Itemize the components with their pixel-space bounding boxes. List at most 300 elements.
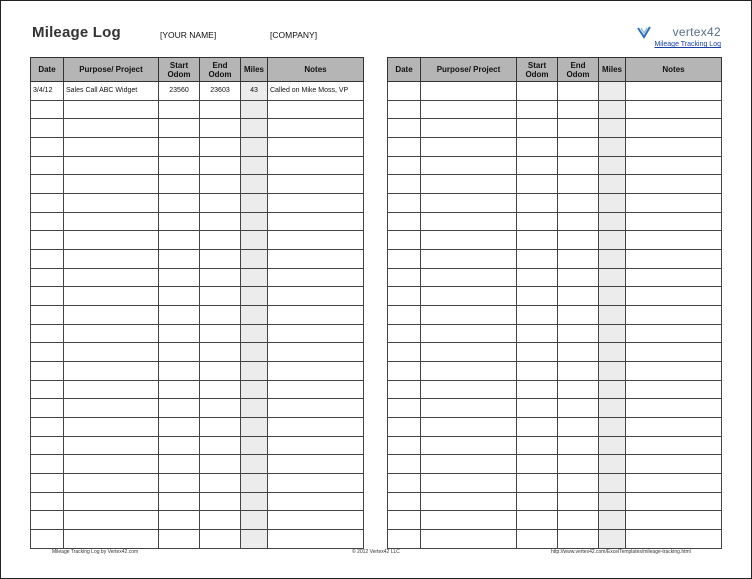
cell-notes[interactable] [626,530,722,549]
cell-end-odom[interactable] [558,324,599,343]
cell-start-odom[interactable] [517,492,558,511]
cell-notes[interactable] [268,194,364,213]
cell-notes[interactable] [626,287,722,306]
cell-miles[interactable] [599,119,626,138]
cell-notes[interactable] [626,399,722,418]
cell-purpose[interactable] [64,380,159,399]
cell-start-odom[interactable] [159,418,200,437]
cell-notes[interactable] [268,138,364,157]
cell-purpose[interactable] [64,175,159,194]
cell-end-odom[interactable] [200,511,241,530]
cell-purpose[interactable] [64,250,159,269]
cell-purpose[interactable] [64,399,159,418]
cell-notes[interactable] [268,362,364,381]
cell-date[interactable] [388,138,421,157]
cell-end-odom[interactable] [200,530,241,549]
cell-end-odom[interactable] [558,212,599,231]
cell-date[interactable] [388,455,421,474]
cell-miles[interactable] [241,362,268,381]
cell-date[interactable] [388,399,421,418]
cell-date[interactable] [388,343,421,362]
cell-end-odom[interactable] [558,287,599,306]
cell-start-odom[interactable] [517,138,558,157]
cell-notes[interactable] [626,380,722,399]
cell-date[interactable] [31,418,64,437]
cell-date[interactable] [388,511,421,530]
cell-end-odom[interactable] [200,156,241,175]
cell-date[interactable] [31,250,64,269]
cell-end-odom[interactable] [558,268,599,287]
cell-end-odom[interactable] [200,399,241,418]
cell-start-odom[interactable] [159,343,200,362]
cell-miles[interactable] [599,287,626,306]
cell-end-odom[interactable] [558,82,599,101]
cell-end-odom[interactable] [200,231,241,250]
cell-date[interactable] [388,212,421,231]
cell-purpose[interactable] [421,175,517,194]
cell-date[interactable] [31,194,64,213]
cell-start-odom[interactable] [517,511,558,530]
cell-miles[interactable] [241,436,268,455]
cell-purpose[interactable] [64,287,159,306]
cell-start-odom[interactable] [517,380,558,399]
cell-purpose[interactable] [64,194,159,213]
cell-notes[interactable] [626,511,722,530]
cell-miles[interactable] [599,324,626,343]
cell-start-odom[interactable] [517,306,558,325]
cell-date[interactable] [388,380,421,399]
cell-purpose[interactable] [421,380,517,399]
cell-date[interactable] [388,268,421,287]
cell-end-odom[interactable] [200,194,241,213]
cell-notes[interactable] [268,250,364,269]
cell-purpose[interactable] [64,436,159,455]
cell-notes[interactable] [626,362,722,381]
cell-miles[interactable] [241,399,268,418]
cell-purpose[interactable] [64,362,159,381]
cell-end-odom[interactable] [558,474,599,493]
cell-end-odom[interactable] [558,418,599,437]
cell-purpose[interactable] [421,250,517,269]
cell-end-odom[interactable] [558,511,599,530]
cell-purpose[interactable] [421,138,517,157]
cell-notes[interactable] [626,250,722,269]
cell-date[interactable] [31,530,64,549]
cell-purpose[interactable] [64,474,159,493]
cell-end-odom[interactable] [200,436,241,455]
cell-start-odom[interactable] [159,455,200,474]
cell-purpose[interactable] [64,511,159,530]
cell-date[interactable] [388,119,421,138]
cell-miles[interactable] [599,250,626,269]
cell-miles[interactable] [599,138,626,157]
cell-notes[interactable] [268,287,364,306]
cell-notes[interactable] [268,474,364,493]
cell-miles[interactable] [599,436,626,455]
cell-purpose[interactable] [64,156,159,175]
cell-date[interactable] [388,436,421,455]
cell-notes[interactable] [626,306,722,325]
cell-purpose[interactable] [64,119,159,138]
cell-miles[interactable] [599,362,626,381]
cell-end-odom[interactable] [558,250,599,269]
cell-purpose[interactable] [421,474,517,493]
cell-start-odom[interactable] [159,324,200,343]
cell-purpose[interactable] [64,455,159,474]
cell-miles[interactable] [241,324,268,343]
cell-miles[interactable] [599,399,626,418]
cell-miles[interactable] [599,492,626,511]
cell-start-odom[interactable] [517,194,558,213]
cell-notes[interactable] [268,436,364,455]
cell-miles[interactable] [241,455,268,474]
cell-start-odom[interactable] [517,156,558,175]
cell-date[interactable] [388,474,421,493]
cell-notes[interactable] [268,231,364,250]
cell-notes[interactable] [268,343,364,362]
cell-start-odom[interactable] [517,530,558,549]
cell-miles[interactable] [241,100,268,119]
cell-end-odom[interactable] [558,380,599,399]
cell-miles[interactable] [599,268,626,287]
cell-date[interactable] [388,100,421,119]
cell-date[interactable] [31,231,64,250]
cell-start-odom[interactable] [159,268,200,287]
cell-end-odom[interactable] [200,324,241,343]
cell-miles[interactable] [599,511,626,530]
cell-start-odom[interactable] [159,156,200,175]
cell-purpose[interactable] [421,268,517,287]
cell-purpose[interactable] [64,231,159,250]
cell-start-odom[interactable] [517,474,558,493]
cell-miles[interactable] [241,250,268,269]
cell-miles[interactable] [241,530,268,549]
mileage-tracking-log-link[interactable]: Mileage Tracking Log [654,41,721,48]
cell-notes[interactable] [268,418,364,437]
cell-end-odom[interactable] [200,250,241,269]
cell-start-odom[interactable]: 23560 [159,82,200,101]
cell-end-odom[interactable] [558,231,599,250]
cell-miles[interactable] [241,231,268,250]
cell-purpose[interactable] [64,138,159,157]
cell-purpose[interactable] [64,492,159,511]
cell-start-odom[interactable] [517,100,558,119]
cell-start-odom[interactable] [159,492,200,511]
cell-start-odom[interactable] [517,287,558,306]
cell-notes[interactable] [626,119,722,138]
cell-purpose[interactable] [421,156,517,175]
cell-date[interactable] [388,287,421,306]
cell-end-odom[interactable] [558,306,599,325]
cell-start-odom[interactable] [517,455,558,474]
cell-purpose[interactable] [64,418,159,437]
cell-end-odom[interactable] [558,362,599,381]
cell-start-odom[interactable] [517,268,558,287]
cell-date[interactable] [31,119,64,138]
cell-miles[interactable] [241,418,268,437]
cell-notes[interactable] [268,306,364,325]
name-field[interactable]: [YOUR NAME] [160,30,217,40]
cell-miles[interactable] [241,268,268,287]
cell-date[interactable] [388,306,421,325]
cell-end-odom[interactable] [558,156,599,175]
cell-miles[interactable] [599,82,626,101]
cell-date[interactable] [31,492,64,511]
cell-start-odom[interactable] [517,418,558,437]
cell-purpose[interactable] [421,194,517,213]
cell-end-odom[interactable] [558,530,599,549]
cell-purpose[interactable] [421,511,517,530]
cell-notes[interactable] [268,100,364,119]
cell-start-odom[interactable] [517,119,558,138]
cell-start-odom[interactable] [517,82,558,101]
cell-end-odom[interactable] [200,455,241,474]
cell-end-odom[interactable] [558,455,599,474]
cell-date[interactable] [31,324,64,343]
cell-miles[interactable] [241,156,268,175]
cell-date[interactable] [31,399,64,418]
cell-notes[interactable] [268,324,364,343]
cell-date[interactable] [31,474,64,493]
cell-notes[interactable]: Called on Mike Moss, VP [268,82,364,101]
cell-notes[interactable] [268,380,364,399]
cell-miles[interactable] [599,194,626,213]
cell-notes[interactable] [626,231,722,250]
cell-miles[interactable]: 43 [241,82,268,101]
cell-purpose[interactable] [421,418,517,437]
cell-miles[interactable] [241,194,268,213]
cell-notes[interactable] [626,175,722,194]
cell-end-odom[interactable] [558,138,599,157]
cell-miles[interactable] [599,175,626,194]
cell-date[interactable] [388,324,421,343]
cell-notes[interactable] [268,492,364,511]
cell-miles[interactable] [241,511,268,530]
cell-end-odom[interactable] [558,436,599,455]
cell-date[interactable] [31,343,64,362]
cell-purpose[interactable]: Sales Call ABC Widget [64,82,159,101]
cell-end-odom[interactable] [200,100,241,119]
cell-purpose[interactable] [421,436,517,455]
cell-notes[interactable] [268,455,364,474]
cell-start-odom[interactable] [517,399,558,418]
cell-start-odom[interactable] [159,119,200,138]
cell-purpose[interactable] [64,212,159,231]
cell-start-odom[interactable] [517,175,558,194]
cell-purpose[interactable] [421,492,517,511]
cell-miles[interactable] [599,455,626,474]
cell-end-odom[interactable] [558,343,599,362]
cell-start-odom[interactable] [159,194,200,213]
cell-miles[interactable] [599,212,626,231]
cell-purpose[interactable] [421,287,517,306]
cell-miles[interactable] [599,380,626,399]
cell-date[interactable] [31,138,64,157]
cell-end-odom[interactable] [200,138,241,157]
cell-notes[interactable] [268,268,364,287]
cell-notes[interactable] [268,212,364,231]
cell-end-odom[interactable] [558,119,599,138]
cell-start-odom[interactable] [159,511,200,530]
cell-notes[interactable] [626,474,722,493]
cell-end-odom[interactable] [558,194,599,213]
cell-start-odom[interactable] [159,175,200,194]
cell-start-odom[interactable] [159,380,200,399]
cell-start-odom[interactable] [159,436,200,455]
cell-notes[interactable] [268,175,364,194]
cell-notes[interactable] [268,511,364,530]
cell-notes[interactable] [626,343,722,362]
cell-notes[interactable] [626,156,722,175]
cell-end-odom[interactable]: 23603 [200,82,241,101]
cell-date[interactable] [31,380,64,399]
cell-date[interactable] [31,306,64,325]
cell-end-odom[interactable] [558,492,599,511]
cell-start-odom[interactable] [159,100,200,119]
cell-start-odom[interactable] [517,362,558,381]
cell-miles[interactable] [241,138,268,157]
cell-date[interactable] [388,250,421,269]
cell-end-odom[interactable] [200,343,241,362]
cell-miles[interactable] [599,343,626,362]
cell-notes[interactable] [626,492,722,511]
cell-purpose[interactable] [421,399,517,418]
cell-end-odom[interactable] [200,287,241,306]
cell-date[interactable]: 3/4/12 [31,82,64,101]
cell-miles[interactable] [599,100,626,119]
cell-notes[interactable] [268,156,364,175]
cell-purpose[interactable] [421,306,517,325]
cell-purpose[interactable] [421,362,517,381]
cell-start-odom[interactable] [517,231,558,250]
cell-purpose[interactable] [64,100,159,119]
cell-miles[interactable] [599,231,626,250]
cell-date[interactable] [31,268,64,287]
cell-purpose[interactable] [421,212,517,231]
cell-miles[interactable] [241,175,268,194]
cell-miles[interactable] [241,492,268,511]
cell-notes[interactable] [626,100,722,119]
cell-notes[interactable] [626,268,722,287]
cell-purpose[interactable] [421,343,517,362]
cell-purpose[interactable] [64,306,159,325]
cell-start-odom[interactable] [517,436,558,455]
cell-date[interactable] [388,362,421,381]
cell-notes[interactable] [626,324,722,343]
cell-notes[interactable] [268,119,364,138]
cell-date[interactable] [31,212,64,231]
cell-end-odom[interactable] [558,175,599,194]
cell-miles[interactable] [599,474,626,493]
cell-start-odom[interactable] [159,530,200,549]
cell-date[interactable] [31,436,64,455]
cell-end-odom[interactable] [558,399,599,418]
cell-miles[interactable] [241,212,268,231]
cell-miles[interactable] [241,287,268,306]
cell-notes[interactable] [268,530,364,549]
cell-start-odom[interactable] [159,138,200,157]
cell-date[interactable] [388,530,421,549]
cell-date[interactable] [31,175,64,194]
cell-end-odom[interactable] [200,119,241,138]
cell-start-odom[interactable] [159,250,200,269]
cell-purpose[interactable] [421,119,517,138]
cell-notes[interactable] [626,82,722,101]
cell-notes[interactable] [268,399,364,418]
cell-miles[interactable] [241,380,268,399]
cell-date[interactable] [31,287,64,306]
cell-date[interactable] [31,511,64,530]
cell-miles[interactable] [241,306,268,325]
cell-end-odom[interactable] [200,418,241,437]
cell-notes[interactable] [626,455,722,474]
cell-miles[interactable] [241,119,268,138]
cell-notes[interactable] [626,138,722,157]
cell-start-odom[interactable] [159,287,200,306]
cell-start-odom[interactable] [159,362,200,381]
cell-purpose[interactable] [421,530,517,549]
cell-miles[interactable] [241,343,268,362]
cell-purpose[interactable] [64,324,159,343]
cell-notes[interactable] [626,418,722,437]
footer-url[interactable]: http://www.vertex42.com/ExcelTemplates/mileage-tracking.html [551,549,691,555]
cell-date[interactable] [31,156,64,175]
cell-start-odom[interactable] [159,399,200,418]
cell-end-odom[interactable] [200,362,241,381]
cell-date[interactable] [388,194,421,213]
cell-end-odom[interactable] [200,175,241,194]
cell-start-odom[interactable] [159,231,200,250]
company-field[interactable]: [COMPANY] [270,30,318,40]
cell-purpose[interactable] [64,343,159,362]
cell-date[interactable] [31,362,64,381]
cell-start-odom[interactable] [517,324,558,343]
cell-notes[interactable] [626,212,722,231]
cell-start-odom[interactable] [159,474,200,493]
cell-start-odom[interactable] [517,250,558,269]
cell-end-odom[interactable] [200,474,241,493]
cell-date[interactable] [388,418,421,437]
cell-end-odom[interactable] [200,268,241,287]
cell-purpose[interactable] [421,324,517,343]
cell-miles[interactable] [599,156,626,175]
cell-end-odom[interactable] [200,212,241,231]
cell-start-odom[interactable] [517,212,558,231]
cell-date[interactable] [31,455,64,474]
cell-date[interactable] [388,231,421,250]
cell-start-odom[interactable] [159,306,200,325]
cell-purpose[interactable] [421,82,517,101]
cell-notes[interactable] [626,436,722,455]
cell-end-odom[interactable] [558,100,599,119]
cell-end-odom[interactable] [200,306,241,325]
cell-miles[interactable] [599,530,626,549]
cell-date[interactable] [388,492,421,511]
cell-miles[interactable] [599,306,626,325]
cell-date[interactable] [388,156,421,175]
cell-purpose[interactable] [64,530,159,549]
cell-start-odom[interactable] [517,343,558,362]
cell-purpose[interactable] [421,100,517,119]
cell-date[interactable] [388,82,421,101]
cell-miles[interactable] [241,474,268,493]
cell-start-odom[interactable] [159,212,200,231]
cell-notes[interactable] [626,194,722,213]
cell-date[interactable] [388,175,421,194]
cell-end-odom[interactable] [200,380,241,399]
cell-date[interactable] [31,100,64,119]
cell-purpose[interactable] [421,231,517,250]
